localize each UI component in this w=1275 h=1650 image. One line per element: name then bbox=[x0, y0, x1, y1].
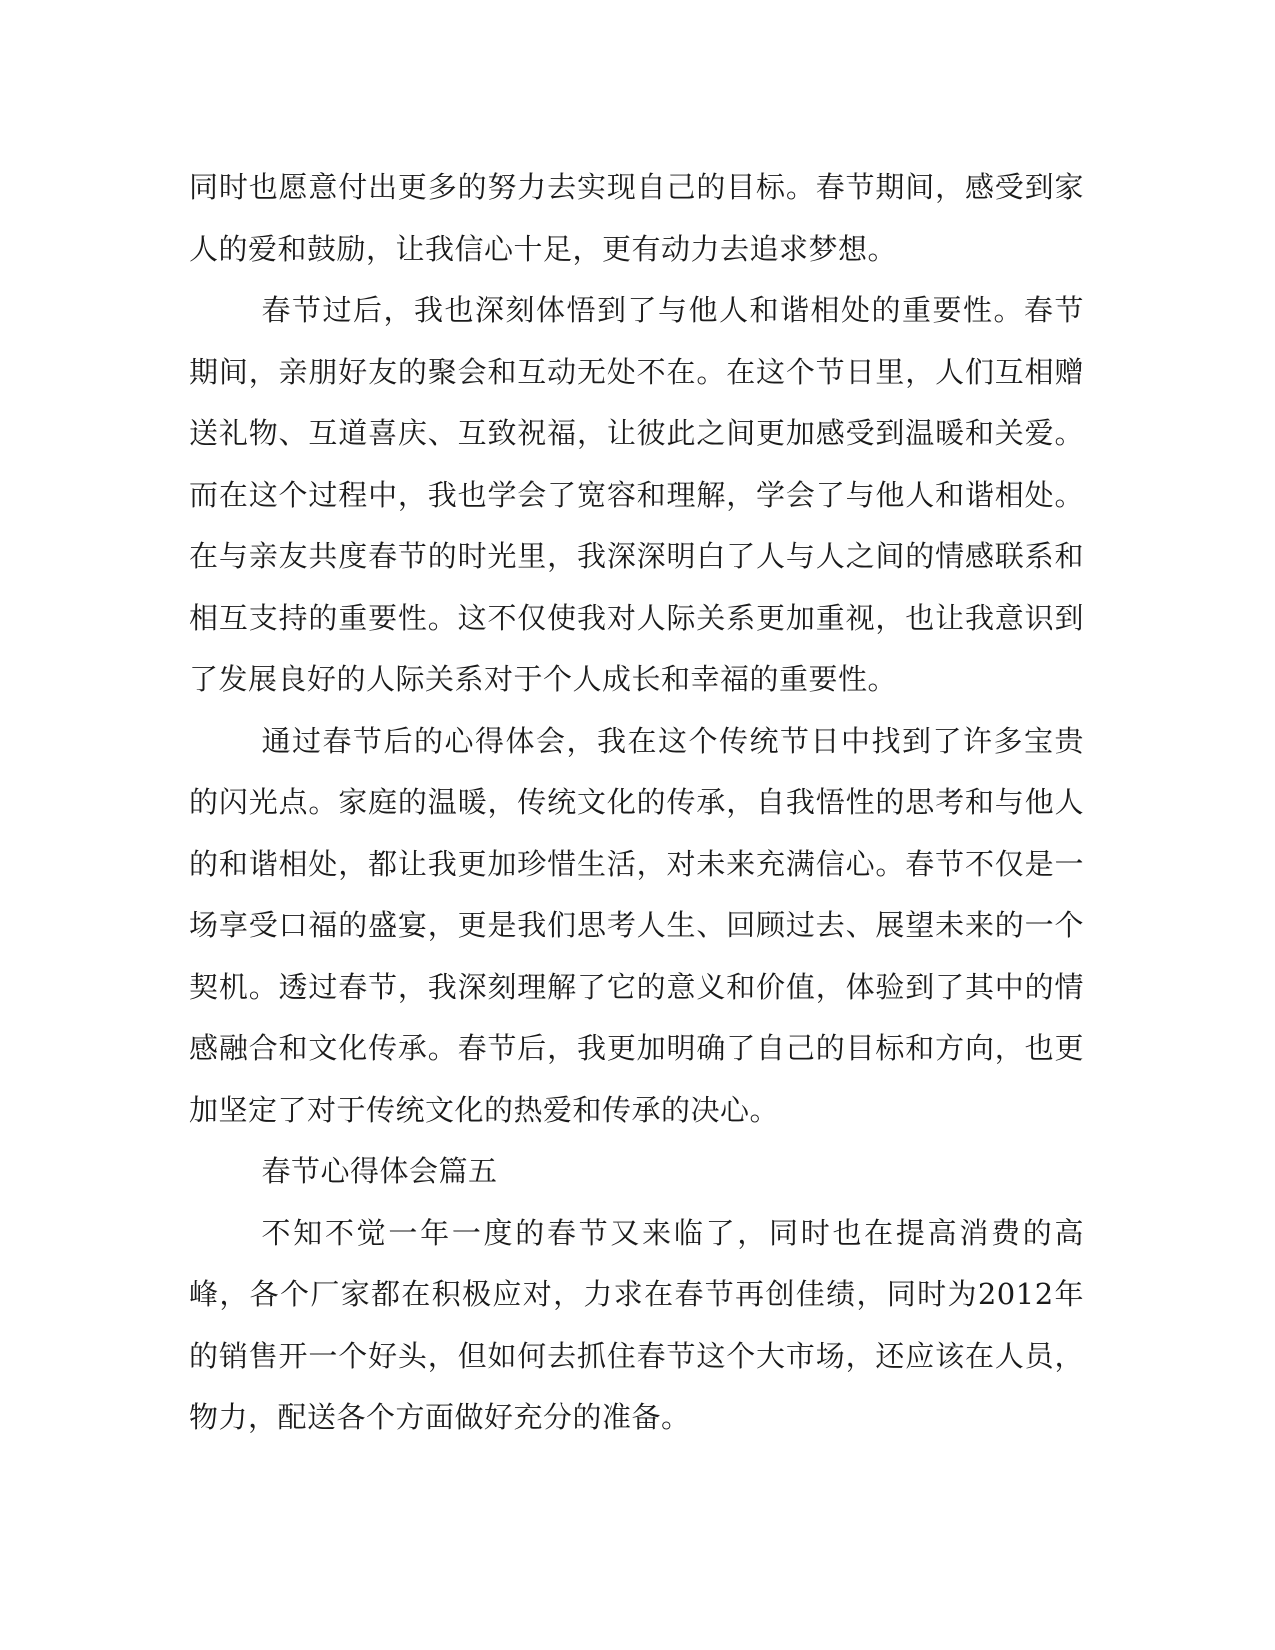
paragraph-continuation: 同时也愿意付出更多的努力去实现自己的目标。春节期间，感受到家人的爱和鼓励，让我信心十足，更有动力去追求梦想。 bbox=[189, 170, 1084, 266]
paragraph-summary: 通过春节后的心得体会，我在这个传统节日中找到了许多宝贵的闪光点。家庭的温暖，传统文化的传承，自我悟性的思考和与他人的和谐相处，都让我更加珍惜生活，对未来充满信心。春节不仅是一场享受口福的盛宴，更是我们思考人生、回顾过去、展望未来的一个契机。透过春节，我深刻理解了它的意义和价值，体验到了其中的情感融合和文化传承。春节后，我更加明确了自己的目标和方向，也更加坚定了对于传统文化的热爱和传承的决心。 bbox=[189, 723, 1084, 1127]
paragraph-harmony: 春节过后，我也深刻体悟到了与他人和谐相处的重要性。春节期间，亲朋好友的聚会和互动无处不在。在这个节日里，人们互相赠送礼物、互道喜庆、互致祝福，让彼此之间更加感受到温暖和关爱。而在这个过程中，我也学会了宽容和理解，学会了与他人和谐相处。在与亲友共度春节的时光里，我深深明白了人与人之间的情感联系和相互支持的重要性。这不仅使我对人际关系更加重视，也让我意识到了发展良好的人际关系对于个人成长和幸福的重要性。 bbox=[189, 293, 1084, 696]
section-paragraph: 不知不觉一年一度的春节又来临了，同时也在提高消费的高峰，各个厂家都在积极应对，力求在春节再创佳绩，同时为2012年的销售开一个好头，但如何去抓住春节这个大市场，还应该在人员，物力，配送各个方面做好充分的准备。 bbox=[189, 1215, 1084, 1434]
document-body bbox=[189, 157, 1084, 1449]
section-title: 春节心得体会篇五 bbox=[261, 1154, 498, 1188]
